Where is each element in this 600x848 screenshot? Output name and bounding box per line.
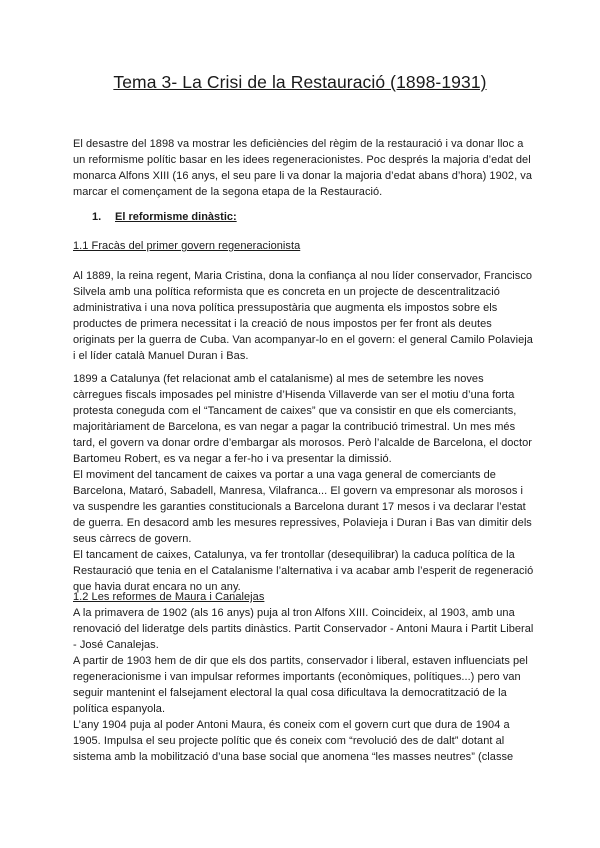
subsection-1-1-body [73,268,535,364]
section-number: 1. [92,211,102,223]
section-title: El reformisme dinàstic: [115,211,237,223]
subsection-1-1-body-2 [73,371,535,595]
paragraph: El tancament de caixes, Catalunya, va fer trontollar (desequilibrar) la caduca política de la Restauració que tenia en el Catalanisme l’alternativa i va acabar amb l’esperit de regeneració que havia durat encara no un any. [73,549,534,593]
subsection-1-2 [73,589,535,765]
intro-text: El desastre del 1898 va mostrar les deficiències del règim de la restauració i va donar lloc a un reformisme polític basar en les idees regeneracionistes. Poc després la majoria d’edat del monarca Alfons XIII (16 anys, el seu pare li va donar la majoria d’edat abans d’hora) 1902, va marcar el començament de la segona etapa de la Restauració. [73,138,533,198]
page-title: Tema 3- La Crisi de la Restauració (1898-1931) [113,72,487,92]
paragraph: El moviment del tancament de caixes va portar a una vaga general de comerciants de Barcelona, Mataró, Sabadell, Manresa, Vilafranca... El govern va empresonar als morosos i va suspendre les garanties constitucionals a Barcelona durant 17 mesos i va declarar l’estat de guerra. En desacord amb les mesures repressives, Polavieja i Duran i Bas van dimitir dels seus càrrecs de govern. [73,469,532,545]
paragraph: A partir de 1903 hem de dir que els dos partits, conservador i liberal, estaven influenciats pel regeneracionisme i van impulsar reformes importants (econòmiques, polítiques...) pero van seguir mantenint el falsejament electoral la qual cosa dificultava la democratització de la política espanyola. [73,655,528,715]
subsection-title: 1.1 Fracàs del primer govern regeneracionista [73,240,301,252]
intro-paragraph [73,136,535,200]
paragraph: A la primavera de 1902 (als 16 anys) puja al tron Alfons XIII. Coincideix, al 1903, amb una renovació del lideratge dels partits dinàstics. Partit Conservador - Antoni Maura i Partit Liberal - José Canalejas. [73,607,534,651]
paragraph: Al 1889, la reina regent, Maria Cristina, dona la confiança al nou líder conservador, Francisco Silvela amb una política reformista que es concreta en un projecte de descentralització administrativa i una nova política pressupostària que augmenta els impostos sobre els productes de primera necessitat i la creació de nous impostos per fer front als deutes originats per la guerra de Cuba. Van acompanyar-lo en el govern: el general Camilo Polavieja i el líder català Manuel Duran i Bas. [73,270,533,362]
paragraph: L’any 1904 puja al poder Antoni Maura, és coneix com el govern curt que dura de 1904 a 1905. Impulsa el seu projecte polític que és coneix com “revolució des de dalt” dotant al sistema amb la mobilització d’una base social que anomena “les masses neutres” (classe [73,719,514,763]
section-heading [92,209,237,225]
subsection-title: 1.2 Les reformes de Maura i Canalejas [73,591,265,603]
paragraph: 1899 a Catalunya (fet relacionat amb el catalanisme) al mes de setembre les noves càrregues fiscals imposades pel ministre d’Hisenda Villaverde van ser el motiu d’una forta protesta coneguda com el “Tancament de caixes” que va consistir en que els comerciants, majoritàriament de Barcelona, es van negar a pagar la contribució trimestral. Un mes més tard, el govern va donar ordre d’embargar als morosos. Però l’alcalde de Barcelona, el doctor Bartomeu Robert, es va negar a fer-ho i va presentar la dimissió. [73,373,532,465]
subsection-1-1 [73,238,535,254]
